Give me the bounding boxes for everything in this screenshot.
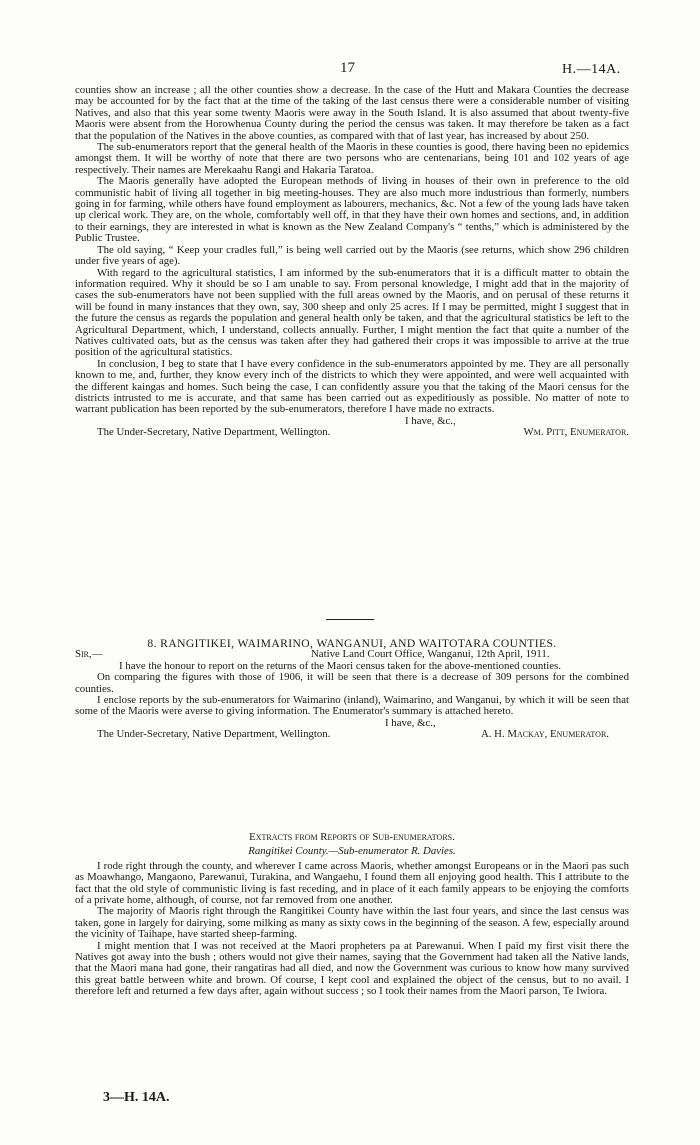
closing: I have, &c., (385, 716, 436, 729)
page-number: 17 (340, 60, 355, 76)
paragraph: I rode right through the county, and wherever I came across Maoris, whether amongst Europeans or in the Maori pas such as Moawhango, Mangaono, Parewanui, Turakina, and Wangaehu, I found them all enjoying good health. This I attribute to the fact that the old style of communistic living is fast receding, and in place of it each family appears to be enjoying the comforts of a private home, although, of course, not far removed from one another. (75, 859, 629, 907)
paragraph: The old saying, “ Keep your cradles full,” is being well carried out by the Maoris (see returns, which show 296 children under five years of age). (75, 243, 629, 268)
addressee: The Under-Secretary, Native Department, Wellington. (97, 728, 331, 741)
extracts-subheading: Rangitikei County.—Sub-enumerator R. Davies. (248, 845, 456, 858)
paragraph: On comparing the figures with those of 1906, it will be seen that there is a decrease of 309 persons for the combined counties. (75, 671, 629, 695)
section-title: 8. RANGITIKEI, WAIMARINO, WANGANUI, AND WAITOTARA COUNTIES. (147, 637, 557, 650)
closing: I have, &c., (405, 414, 456, 427)
signature-line (75, 729, 629, 740)
signature-line (75, 427, 629, 438)
extracts-section (75, 832, 629, 998)
paragraph: The Maoris generally have adopted the European methods of living in houses of their own in preference to the old communistic habit of living all together in big meeting-houses. They are also much more industrious than formerly, numbers going in for farming, while others have found employment as labourers, mechanics, &c. Not a few of the young lads have taken up clerical work. They are, on the whole, comfortably well off, in that they have their own homes and sections, and, in addition to their earnings, they are interested in what is known as the New Zealand Company's “ tenths,” which is administered by the Public Trustee. (75, 175, 629, 245)
paragraph: In conclusion, I beg to state that I have every confidence in the sub-enumerators appointed by me. They are all personally known to me, and, further, they know every inch of the districts to which they were appointed, and were well acquainted with the different kaingas and homes. Such being the case, I can confidently assure you that the taking of the Maori census for the districts intrusted to me is accurate, and that same has been carried out as expeditiously as possible. No matter of note to warrant publication has been reported by the sub-enumerators, therefore I have made no extracts. (75, 357, 629, 416)
section-divider (326, 619, 374, 620)
salutation: Sir,— (75, 648, 103, 661)
document-reference: H.—14A. (562, 62, 621, 77)
paragraph: With regard to the agricultural statistics, I am informed by the sub-enumerators that it is a difficult matter to obtain the information required. Why it should be so I am unable to say. From personal knowledge, I might add that in the majority of cases the sub-enumerators have not been supplied with the full areas owned by the Maoris, and on perusal of these returns it will be found in many instances that they own, say, 300 sheep and only 25 acres. If I may be permitted, might I suggest that in the future the census as regards the population and general health only be taken, and that the agricultural statistics be left to the Agricultural Department, which, I understand, collects annually. Further, I might mention the fact that quite a number of the Natives cultivated oats, but as the census was taken after they had gathered their crops it was impossible to arrive at the true position of the agricultural statistics. (75, 266, 629, 359)
paragraph: The majority of Maoris right through the Rangitikei County have within the last four years, and since the last census was taken, gone in largely for dairying, some milking as many as sixty cows in the beginning of the season. A few, especially around the vicinity of Taihape, have started sheep-farming. (75, 905, 629, 941)
extracts-heading: Extracts from Reports of Sub-enumerators. (249, 831, 455, 843)
addressee: The Under-Secretary, Native Department, Wellington. (97, 426, 331, 439)
paragraph: I might mention that I was not received at the Maori propheters pa at Parewanui. When I paid my first visit there the Natives got away into the bush ; others would not give their names, saying that the Government had taken all the Native lands, that the Maori mana had gone, their rangatiras had all died, and now the Government was curious to know how many survived this great battle between white and brown. Of course, I kept cool and explained the object of the census, but to no avail. I therefore left and returned a few days after, again without success ; so I took their names from the Maori parson, Te Iwiora. (75, 939, 629, 998)
signature: A. H. Mackay, Enumerator. (480, 728, 609, 741)
office-date: Native Land Court Office, Wanganui, 12th April, 1911. (311, 648, 550, 661)
paragraph: I have the honour to report on the returns of the Maori census taken for the above-mentioned counties. (119, 659, 561, 672)
signature: Wm. Pitt, Enumerator. (523, 426, 629, 439)
paragraph: counties show an increase ; all the other counties show a decrease. In the case of the Hutt and Makara Counties the decrease may be accounted for by the fact that at the time of the taking of the last census there were a considerable number of visiting Natives, and also that this year some twenty Maoris were away in the South Island. It is also assumed that about twenty-five Maoris were absent from the Horowhenua County during the period the census was taken. It may therefore be taken as a fact that the population of the Natives in the above counties, as compared with that of last year, has increased by about 250. (75, 84, 629, 142)
footer-reference: 3—H. 14A. (103, 1090, 170, 1105)
paragraph: The sub-enumerators report that the general health of the Maoris in these counties is good, there having been no epidemics amongst them. It will be worthy of note that there are two persons who are centenarians, being 101 and 102 years of age respectively. Their names are Merekaahu Rangi and Hakaria Taratoa. (75, 141, 629, 176)
section-8 (75, 638, 629, 741)
letter-wellington (75, 85, 629, 439)
paragraph: I enclose reports by the sub-enumerators for Waimarino (inland), Waimarino, and Wanganui, by which it will be seen that some of the Maoris were averse to giving information. The Enumerator's summary is attached hereto. (75, 694, 629, 718)
